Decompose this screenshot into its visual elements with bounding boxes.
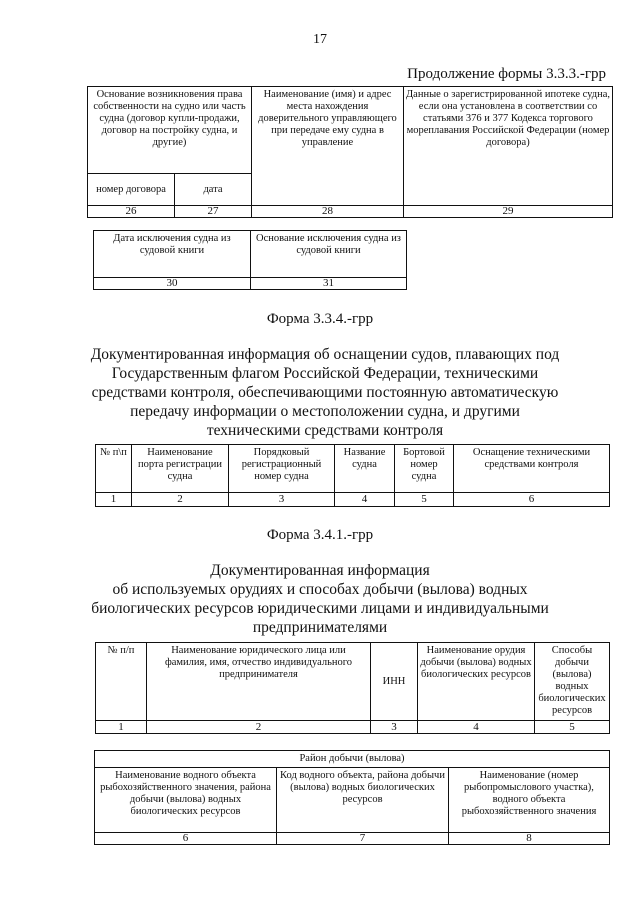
column-header: ИНН [371,643,418,721]
column-header: № п/п [96,643,147,721]
ship-ownership-table [87,86,613,218]
page-number: 17 [313,32,327,47]
contract-date-header: дата [175,174,252,206]
column-number: 1 [96,721,147,734]
ownership-basis-header: Основание возникновения права собственности на судно или часть судна (договор купли-продажи, договор на постройку судна, и другие) [88,87,252,174]
continuation-title: Продолжение формы 3.3.3.-грр [407,66,606,82]
column-header: Способы добычи (вылова) водных биологических ресурсов [535,643,610,721]
column-number: 5 [395,493,454,507]
exclusion-date-header: Дата исключения судна из судовой книги [94,231,251,278]
column-number: 2 [132,493,229,507]
column-header: Бортовой номер судна [395,445,454,493]
exclusion-table [93,230,407,290]
form-334-title: Форма 3.3.4.-грр [266,311,374,327]
column-number: 3 [371,721,418,734]
mortgage-header: Данные о зарегистрированной ипотеке судна, если она установлена в соответствии со статьями 376 и 377 Кодекса торгового мореплавания Российской Федерации (номер договора) [404,87,613,206]
column-number: 27 [175,206,252,218]
fishing-area-header: Район добычи (вылова) [95,751,610,768]
column-number: 2 [147,721,371,734]
column-number: 8 [449,833,610,845]
column-header: Оснащение техническими средствами контроля [454,445,610,493]
description-line: об используемых орудиях и способах добычи (вылова) водных [112,581,528,598]
fishing-area-table [94,750,610,845]
column-header: Порядковый регистрационный номер судна [229,445,335,493]
column-header: Наименование юридического лица или фамилия, имя, отчество индивидуального предпринимателя [147,643,371,721]
column-header: Название судна [335,445,395,493]
column-header: Наименование порта регистрации судна [132,445,229,493]
column-number: 30 [94,278,251,290]
column-header: № п\п [96,445,132,493]
column-number: 6 [95,833,277,845]
contract-number-header: номер договора [88,174,175,206]
form-334-table [95,444,610,507]
column-number: 3 [229,493,335,507]
column-number: 28 [252,206,404,218]
description-line: предпринимателями [252,619,388,636]
column-number: 7 [277,833,449,845]
column-number: 6 [454,493,610,507]
column-header: Наименование орудия добычи (вылова) водных биологических ресурсов [418,643,535,721]
description-line: Документированная информация [210,562,430,579]
column-number: 4 [335,493,395,507]
exclusion-basis-header: Основание исключения судна из судовой книги [251,231,407,278]
column-header: Наименование водного объекта рыбохозяйственного значения, района добычи (вылова) водных биологических ресурсов [95,768,277,833]
form-341-table [95,642,610,734]
trust-manager-header: Наименование (имя) и адрес места нахождения доверительного управляющего при передаче ему судна в управление [252,87,404,206]
form-341-description [60,561,580,637]
column-header: Наименование (номер рыбопромыслового участка), водного объекта рыбохозяйственного значения [449,768,610,833]
column-number: 4 [418,721,535,734]
column-header: Код водного объекта, района добычи (вылова) водных биологических ресурсов [277,768,449,833]
column-number: 26 [88,206,175,218]
column-number: 5 [535,721,610,734]
description-line: биологических ресурсов юридическими лицами и индивидуальными [91,600,549,617]
column-number: 1 [96,493,132,507]
form-341-title: Форма 3.4.1.-грр [266,527,374,543]
column-number: 31 [251,278,407,290]
form-334-description: Документированная информация об оснащении судов, плавающих под Государственным флагом Российской Федерации, техническими средствами контроля, обеспечивающими постоянную автоматическую передачу информации о местоположении судна, и другими техническими средствами контроля [90,346,560,439]
column-number: 29 [404,206,613,218]
